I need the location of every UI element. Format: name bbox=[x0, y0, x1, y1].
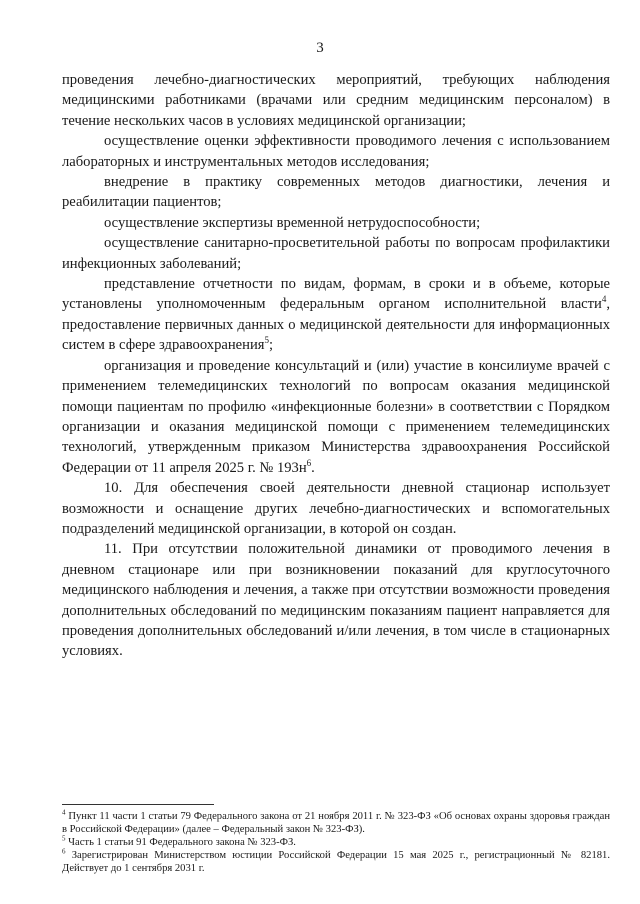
paragraph-continuation: проведения лечебно-диагностических мероприятий, требующих наблюдения медицинскими работниками (врачами или средним медицинским персоналом) в течение нескольких часов в условиях медицинской организации; bbox=[62, 72, 610, 129]
paragraph-expertise: осуществление экспертизы временной нетрудоспособности; bbox=[104, 214, 481, 231]
footnote-5-text: Часть 1 статьи 91 Федерального закона № 323-ФЗ. bbox=[65, 837, 296, 848]
footnote-4 bbox=[62, 810, 610, 836]
footnote-ref-5: 5 bbox=[264, 335, 269, 346]
paragraph-reporting bbox=[62, 274, 610, 356]
paragraph-item-10: 10. Для обеспечения своей деятельности дневной стационар использует возможности и оснащение других лечебно-диагностических и вспомогательных подразделений медицинской организации, в которой он создан. bbox=[62, 480, 610, 537]
paragraph-sanitary: осуществление санитарно-просветительной работы по вопросам профилактики инфекционных заболеваний; bbox=[62, 235, 610, 272]
paragraph-reporting-text: представление отчетности по видам, формам, в сроки и в объеме, которые установлены уполномоченным федеральным органом исполнительной власти bbox=[62, 276, 610, 313]
page-number: 3 bbox=[316, 40, 324, 56]
footnote-6-text: Зарегистрирован Министерством юстиции Российской Федерации 15 мая 2025 г., регистрационный № 82181. Действует до 1 сентября 2031 г. bbox=[62, 850, 610, 874]
paragraph-item-11: 11. При отсутствии положительной динамики от проводимого лечения в дневном стационаре или при возникновении показаний для круглосуточного медицинского наблюдения и лечения, а также при отсутствии возможности проведения дополнительных обследований по медицинским показаниям пациент направляется для проведения дополнительных обследований и/или лечения, в том числе в стационарных условиях. bbox=[62, 541, 610, 660]
paragraph-implementation: внедрение в практику современных методов диагностики, лечения и реабилитации пациентов; bbox=[62, 174, 610, 211]
footnote-mark-5: 5 bbox=[62, 834, 66, 843]
footnotes bbox=[62, 810, 610, 875]
footnote-divider bbox=[62, 804, 214, 805]
paragraph-consultation-text: организация и проведение консультаций и (или) участие в консилиуме врачей с применением телемедицинских технологий по вопросам оказания медицинской помощи пациентам по профилю «инфекционные болезни» в соответствии с Порядком организации и оказания медицинской помощи с применением телемедицинских технологий, утвержденным приказом Министерства здравоохранения Российской Федерации от 11 апреля 2025 г. № 193н bbox=[62, 357, 610, 476]
paragraph-consultation-text-2: . bbox=[311, 459, 315, 476]
footnote-ref-4: 4 bbox=[601, 294, 607, 305]
paragraph-evaluation: осуществление оценки эффективности проводимого лечения с использованием лабораторных и инструментальных методов исследования; bbox=[62, 133, 610, 170]
footnote-mark-4: 4 bbox=[62, 808, 66, 817]
footnote-mark-6: 6 bbox=[62, 847, 66, 856]
footnote-6 bbox=[62, 849, 610, 875]
paragraph-reporting-text-3: ; bbox=[268, 337, 274, 354]
footnote-ref-6: 6 bbox=[306, 457, 312, 468]
footnote-5 bbox=[62, 836, 610, 849]
document-body bbox=[62, 70, 610, 662]
paragraph-reporting-text-2: , предоставление первичных данных о медицинской деятельности для информационных систем в сфере здравоохранения bbox=[62, 296, 610, 354]
footnote-4-text: Пункт 11 части 1 статьи 79 Федерального закона от 21 ноября 2011 г. № 323-ФЗ «Об основах охраны здоровья граждан в Российской Федерации» (далее – Федеральный закон № 323-ФЗ). bbox=[62, 811, 610, 835]
paragraph-consultation bbox=[62, 356, 610, 478]
